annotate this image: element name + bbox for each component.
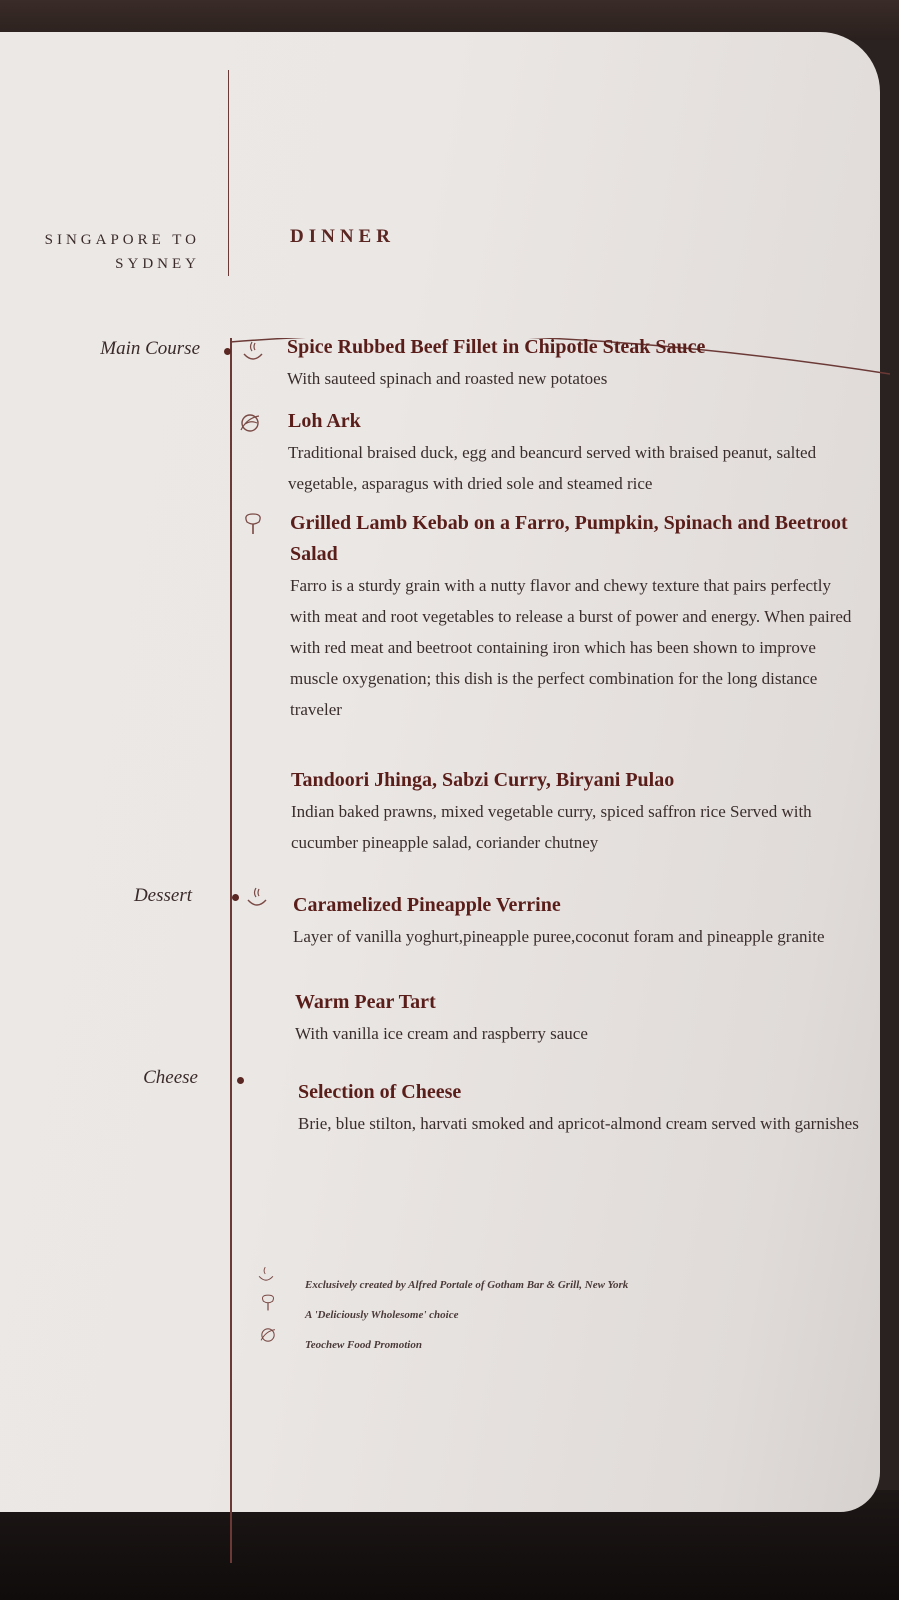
footnote: Teochew Food Promotion [305,1339,422,1351]
header-divider [228,70,229,276]
alfred-portale-icon [256,1264,276,1284]
item-name: Warm Pear Tart [295,991,436,1013]
timeline-line [230,338,232,1563]
menu-item [290,508,860,725]
teochew-icon [258,1325,278,1345]
item-name: Tandoori Jhinga, Sabzi Curry, Biryani Pulao [291,769,675,791]
item-name: Selection of Cheese [298,1081,462,1103]
menu-item [293,890,863,952]
item-description: Layer of vanilla yoghurt,pineapple puree,coconut foram and pineapple granite [293,927,825,946]
category-cheese: Cheese [143,1067,198,1088]
alfred-portale-icon [244,884,270,910]
category-dessert: Dessert [133,885,192,906]
item-description: Brie, blue stilton, harvati smoked and apricot-almond cream served with garnishes [298,1114,859,1133]
category-main-course: Main Course [100,338,200,359]
item-name: Spice Rubbed Beef Fillet in Chipotle Steak Sauce [287,336,706,358]
menu-item [291,765,861,858]
alfred-portale-icon [240,338,266,364]
route-title [45,228,200,276]
teochew-icon [237,410,263,436]
route-line-1: SINGAPORE TO [44,232,200,248]
menu-page [0,32,880,1512]
menu-item [295,987,865,1049]
item-description: Farro is a sturdy grain with a nutty flavor and chewy texture that pairs perfectly with meat and root vegetables to release a burst of power and energy. When paired with red meat and beetroot containing iron which has been shown to improve muscle oxygenation; this dish is the perfect combination for the long distance traveler [290,576,852,719]
item-description: Traditional braised duck, egg and beancurd served with braised peanut, salted vegetable, asparagus with dried sole and steamed rice [288,443,817,493]
deliciously-wholesome-icon [240,510,266,536]
category-dot [224,348,231,355]
item-description: With sauteed spinach and roasted new potatoes [287,369,608,388]
menu-item [287,332,857,394]
footnote: A 'Deliciously Wholesome' choice [305,1309,459,1321]
menu-item [288,406,858,499]
section-heading: DINNER [290,226,395,247]
route-line-2: SYDNEY [115,256,200,272]
item-name: Loh Ark [288,410,361,432]
item-name: Caramelized Pineapple Verrine [293,894,561,916]
deliciously-wholesome-icon [258,1292,278,1312]
footnote: Exclusively created by Alfred Portale of Gotham Bar & Grill, New York [305,1279,629,1291]
item-name: Grilled Lamb Kebab on a Farro, Pumpkin, Spinach and Beetroot Salad [290,512,848,565]
category-dot [232,894,239,901]
item-description: Indian baked prawns, mixed vegetable curry, spiced saffron rice Served with cucumber pineapple salad, coriander chutney [291,802,812,852]
menu-item [298,1077,868,1139]
footnotes [305,1270,628,1360]
category-dot [237,1077,244,1084]
item-description: With vanilla ice cream and raspberry sauce [295,1024,588,1043]
